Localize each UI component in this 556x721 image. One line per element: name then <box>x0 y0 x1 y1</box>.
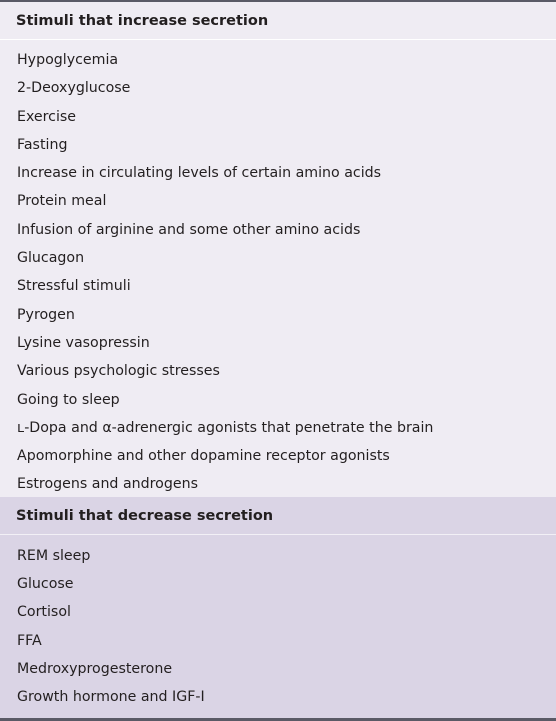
list-item: Pyrogen <box>17 306 75 323</box>
list-item: ʟ-Dopa and α-adrenergic agonists that penetrate the brain <box>17 419 434 436</box>
list-item: Hypoglycemia <box>17 52 119 68</box>
list-item: Cortisol <box>17 604 71 621</box>
increase-list <box>0 40 556 499</box>
list-item: Protein meal <box>17 193 107 210</box>
list-item: Exercise <box>17 108 77 125</box>
decrease-list <box>0 535 556 711</box>
list-item: Estrogens and androgens <box>17 476 198 493</box>
list-item: 2-Deoxyglucose <box>17 80 131 97</box>
list-item: FFA <box>17 632 42 649</box>
list-item: Glucagon <box>17 250 85 267</box>
list-item: Fasting <box>17 136 68 153</box>
list-item: Going to sleep <box>17 391 120 408</box>
list-item: Stressful stimuli <box>17 278 131 295</box>
decrease-section <box>0 497 556 718</box>
decrease-heading: Stimuli that decrease secretion <box>0 497 556 535</box>
list-item: Infusion of arginine and some other amino acids <box>17 221 361 238</box>
list-item: Growth hormone and IGF-I <box>17 688 205 705</box>
list-item: Glucose <box>17 576 74 593</box>
increase-heading: Stimuli that increase secretion <box>0 2 556 40</box>
list-item: REM sleep <box>17 548 91 564</box>
list-item: Various psychologic stresses <box>17 363 220 380</box>
list-item: Increase in circulating levels of certain amino acids <box>17 165 382 182</box>
list-item: Medroxyprogesterone <box>17 660 173 677</box>
increase-section <box>0 2 556 497</box>
list-item: Lysine vasopressin <box>17 334 150 351</box>
list-item: Apomorphine and other dopamine receptor agonists <box>17 448 390 465</box>
